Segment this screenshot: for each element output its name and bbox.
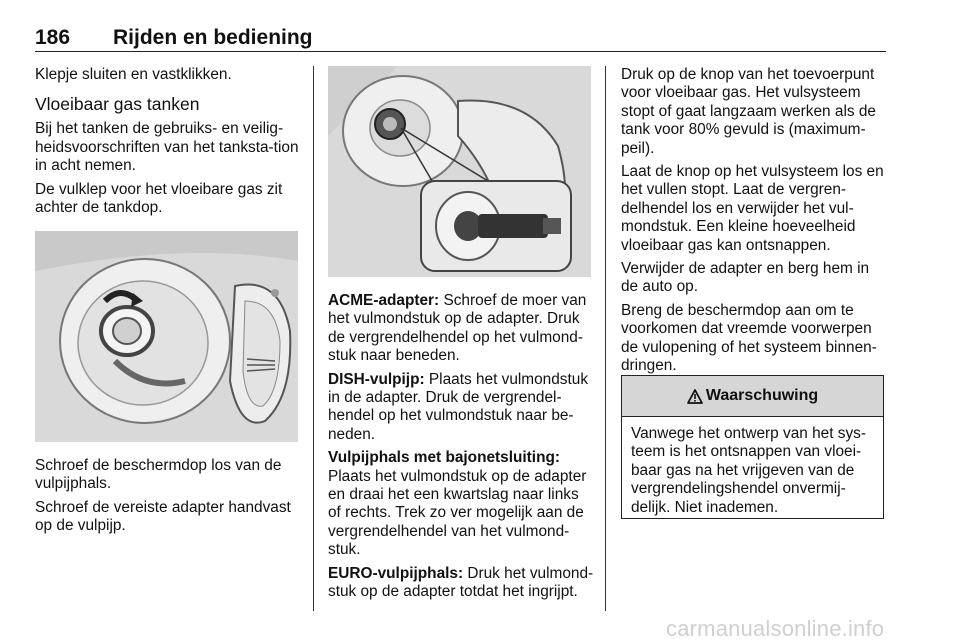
paragraph-screw-adapter: Schroef de vereiste adapter handvast op de vulpijp. bbox=[35, 498, 291, 535]
column-divider-1 bbox=[313, 66, 314, 611]
warning-box bbox=[621, 375, 884, 519]
dish-text: Plaats het vulmondstuk in de adapter. Druk de vergrendel-hendel op het vulmondstuk naar be-neden. bbox=[328, 370, 589, 443]
bajonet-label: Vulpijphals met bajonetsluiting: bbox=[328, 449, 561, 467]
warning-header bbox=[622, 376, 883, 417]
acme-text: Schroef de moer van het vulmondstuk op de adapter. Druk de vergrendelhendel op het vulmond-stuk naar beneden. bbox=[328, 292, 587, 365]
warning-triangle-icon bbox=[687, 389, 703, 404]
fuel-flap-illustration bbox=[35, 231, 298, 442]
page-number: 186 bbox=[35, 26, 71, 49]
paragraph-valve-location: De vulklep voor het vloeibare gas zit achter de tankdop. bbox=[35, 180, 283, 217]
fuel-flap-image bbox=[35, 231, 298, 442]
bajonet-text: Plaats het vulmondstuk op de adapter en draai het een kwartslag naar links of rechts. Trek zo ver mogelijk aan de vergrendelhendel van het vulmond-stuk. bbox=[328, 467, 587, 559]
euro-label: EURO-vulpijphals: bbox=[328, 564, 464, 582]
paragraph-acme bbox=[328, 292, 594, 366]
acme-label: ACME-adapter: bbox=[328, 292, 440, 309]
euro-text: Druk het vulmond-stuk op de adapter totdat het ingrijpt. bbox=[328, 564, 594, 601]
paragraph-unscrew-cap: Schroef de beschermdop los van de vulpijphals. bbox=[35, 457, 282, 493]
paragraph-press-button: Druk op de knop van het toevoerpunt voor vloeibaar gas. Het vulsysteem stopt of gaat langzaam werken als de tank voor 80% gevuld is (maximum-peil). bbox=[621, 66, 876, 157]
paragraph-close-flap: Klepje sluiten en vastklikken. bbox=[35, 66, 232, 83]
paragraph-bajonet bbox=[328, 449, 594, 559]
adapter-illustration bbox=[328, 66, 591, 277]
paragraph-safety: Bij het tanken de gebruiks- en veilig-heidsvoorschriften van het tanksta-tion in acht nemen. bbox=[35, 120, 299, 175]
dish-label: DISH-vulpijp: bbox=[328, 370, 425, 388]
paragraph-refit-cap: Breng de beschermdop aan om te voorkomen dat vreemde voorwerpen de vulopening of het systeem binnen-dringen. bbox=[621, 301, 877, 375]
adapter-image bbox=[328, 66, 591, 277]
section-heading: Vloeibaar gas tanken bbox=[35, 94, 200, 115]
header-divider bbox=[35, 51, 886, 52]
column-3 bbox=[621, 66, 887, 381]
watermark: carmanualsonline.info bbox=[666, 616, 885, 641]
paragraph-dish bbox=[328, 371, 594, 445]
column-divider-2 bbox=[605, 66, 606, 611]
column-1 bbox=[35, 66, 301, 222]
warning-text: Vanwege het ontwerp van het sys-teem is het ontsnappen van vloei-baar gas na het vrijgeven van de vergrendelingshendel onvermij-delijk. Niet inademen. bbox=[631, 425, 866, 516]
paragraph-release-button: Laat de knop op het vulsysteem los en het vullen stopt. Laat de vergren-delhendel los en verwijder het vul-mondstuk. Een kleine hoeveelheid vloeibaar gas kan ontsnappen. bbox=[621, 163, 884, 254]
paragraph-euro bbox=[328, 565, 594, 602]
column-2 bbox=[328, 292, 594, 607]
paragraph-remove-adapter: Verwijder de adapter en berg hem in de auto op. bbox=[621, 260, 870, 296]
column-1-lower bbox=[35, 457, 301, 541]
warning-title: Waarschuwing bbox=[705, 387, 819, 404]
page-title: Rijden en bediening bbox=[113, 26, 313, 49]
